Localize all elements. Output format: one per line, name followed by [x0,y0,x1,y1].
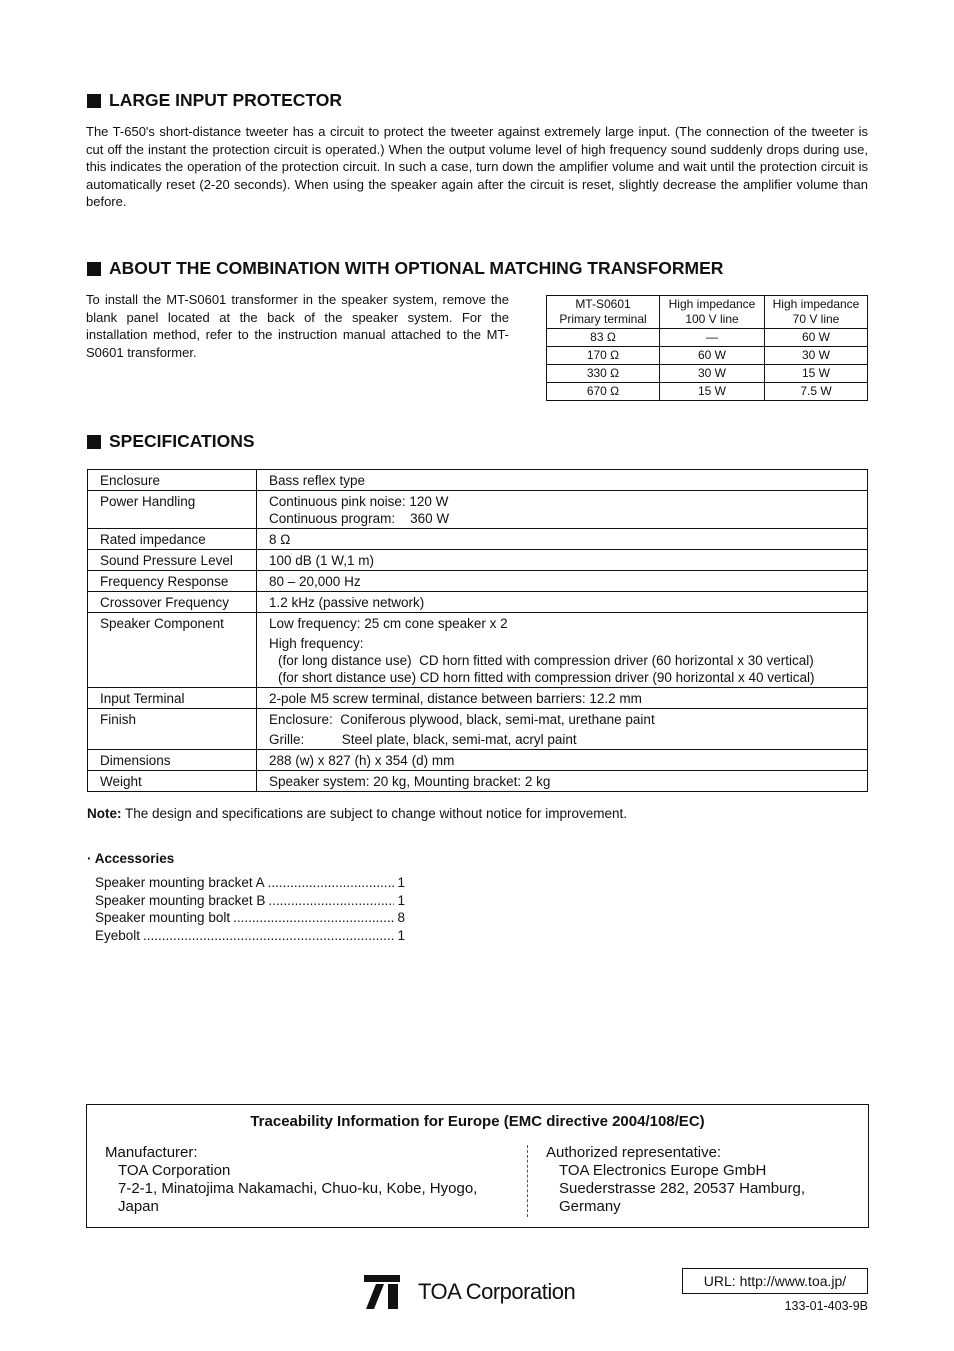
spec-value: Bass reflex type [257,470,868,491]
accessories-heading [87,851,174,866]
spec-label: Frequency Response [88,571,257,592]
manufacturer-block [105,1144,515,1216]
table-row [88,613,868,688]
note-text: The design and specifications are subject to change without notice for improvement. [125,806,628,821]
traceability-title: Traceability Information for Europe (EMC directive 2004/108/EC) [250,1113,705,1130]
combination-paragraph: To install the MT-S0601 transformer in the speaker system, remove the blank panel located at the back of the speaker system. For the installation method, refer to the instruction manual attached to the MT-S0601 transformer. [86,292,509,360]
square-bullet-icon [87,262,101,276]
table-cell: 83 Ω [547,329,660,347]
spec-value: 288 (w) x 827 (h) x 354 (d) mm [257,750,868,771]
spec-label: Dimensions [88,750,257,771]
table-row [88,688,868,709]
rep-line: Germany [559,1198,621,1215]
table-header-cell: MT-S0601 Primary terminal [547,296,660,329]
traceability-box [86,1104,869,1228]
accessories-title: Accessories [94,851,175,866]
spec-label: Sound Pressure Level [88,550,257,571]
spec-value: 2-pole M5 screw terminal, distance between barriers: 12.2 mm [257,688,868,709]
spec-value: 1.2 kHz (passive network) [257,592,868,613]
section-title: ABOUT THE COMBINATION WITH OPTIONAL MATCHING TRANSFORMER [109,258,724,278]
spec-note [87,806,627,821]
spec-label: Speaker Component [88,613,257,688]
table-row [88,709,868,750]
large-input-paragraph: The T-650's short-distance tweeter has a circuit to protect the tweeter against extremely large input. (The connection of the tweeter is cut off the instant the protection circuit is operated.) When the output volume level of high frequency sound suddenly drops during use, this indicates the operation of the protection circuit. In such a case, turn down the amplifier volume and wait until the protection circuit is automatically reset (2-20 seconds). When using the speaker again after the circuit is reset, slightly decrease the amplifier volume than before. [86,124,868,210]
spec-value: 100 dB (1 W,1 m) [257,550,868,571]
table-row [88,550,868,571]
spec-label: Power Handling [88,491,257,529]
spec-value: Speaker system: 20 kg, Mounting bracket: 2 kg [257,771,868,792]
spec-label: Weight [88,771,257,792]
table-cell: — [660,329,765,347]
transformer-table [546,295,868,401]
section-heading-large-input [87,90,342,111]
table-cell: 7.5 W [765,383,868,401]
table-cell: 60 W [660,347,765,365]
table-cell: 330 Ω [547,365,660,383]
table-row [88,571,868,592]
manufacturer-line: 7-2-1, Minatojima Nakamachi, Chuo-ku, Kobe, Hyogo, [118,1180,478,1197]
table-cell: 15 W [660,383,765,401]
specifications-table [87,469,868,792]
spec-value: 8 Ω [257,529,868,550]
spec-value: Low frequency: 25 cm cone speaker x 2 High frequency: (for long distance use) CD horn fitted with compression driver (60 horizontal x 30 vertical) (for short distance use) CD horn fitted with compression driver (90 horizontal x 40 vertical) [257,613,868,688]
rep-line: Suederstrasse 282, 20537 Hamburg, [559,1180,805,1197]
spec-label: Crossover Frequency [88,592,257,613]
section-title: SPECIFICATIONS [109,431,255,451]
spec-value: 80 – 20,000 Hz [257,571,868,592]
toa-logo [364,1275,575,1309]
list-item: Eyebolt ..... 1 [95,927,405,945]
manufacturer-line: Japan [118,1198,159,1215]
list-item: Speaker mounting bracket A ..... 1 [95,874,405,892]
table-cell: 60 W [765,329,868,347]
accessories-list [95,874,405,944]
table-cell: 170 Ω [547,347,660,365]
logo-text: TOA Corporation [418,1279,576,1304]
section-heading-combination [87,258,723,279]
spec-label: Rated impedance [88,529,257,550]
square-bullet-icon [87,435,101,449]
spec-label: Finish [88,709,257,750]
spec-label: Enclosure [88,470,257,491]
list-item: Speaker mounting bolt ..... 8 [95,909,405,927]
table-row [88,771,868,792]
table-row [547,347,868,365]
table-cell: 670 Ω [547,383,660,401]
table-cell: 30 W [660,365,765,383]
table-row [547,329,868,347]
table-row [88,750,868,771]
table-row [547,365,868,383]
table-header-row [547,296,868,329]
table-row [88,470,868,491]
spec-label: Input Terminal [88,688,257,709]
rep-line: TOA Electronics Europe GmbH [559,1162,767,1179]
table-row [547,383,868,401]
manufacturer-line: TOA Corporation [118,1162,231,1179]
table-row [88,529,868,550]
bullet-dot-icon: · [87,851,92,866]
url-box: URL: http://www.toa.jp/ [682,1268,868,1294]
toa-logo-icon [364,1275,400,1309]
note-label: Note: [87,806,122,821]
section-title: LARGE INPUT PROTECTOR [109,90,343,110]
manufacturer-label: Manufacturer: [105,1144,198,1161]
spec-value: Continuous pink noise: 120 W Continuous program: 360 W [257,491,868,529]
table-header-cell: High impedance 70 V line [765,296,868,329]
square-bullet-icon [87,94,101,108]
table-cell: 30 W [765,347,868,365]
column-divider [527,1145,528,1217]
table-header-cell: High impedance 100 V line [660,296,765,329]
representative-block [546,1144,856,1216]
list-item: Speaker mounting bracket B ..... 1 [95,892,405,910]
table-cell: 15 W [765,365,868,383]
spec-value: Enclosure: Coniferous plywood, black, semi-mat, urethane paint Grille: Steel plate, black, semi-mat, acryl paint [257,709,868,750]
table-row [88,491,868,529]
rep-label: Authorized representative: [546,1144,722,1161]
table-row [88,592,868,613]
section-heading-specifications [87,431,255,452]
document-code: 133-01-403-9B [784,1299,868,1313]
